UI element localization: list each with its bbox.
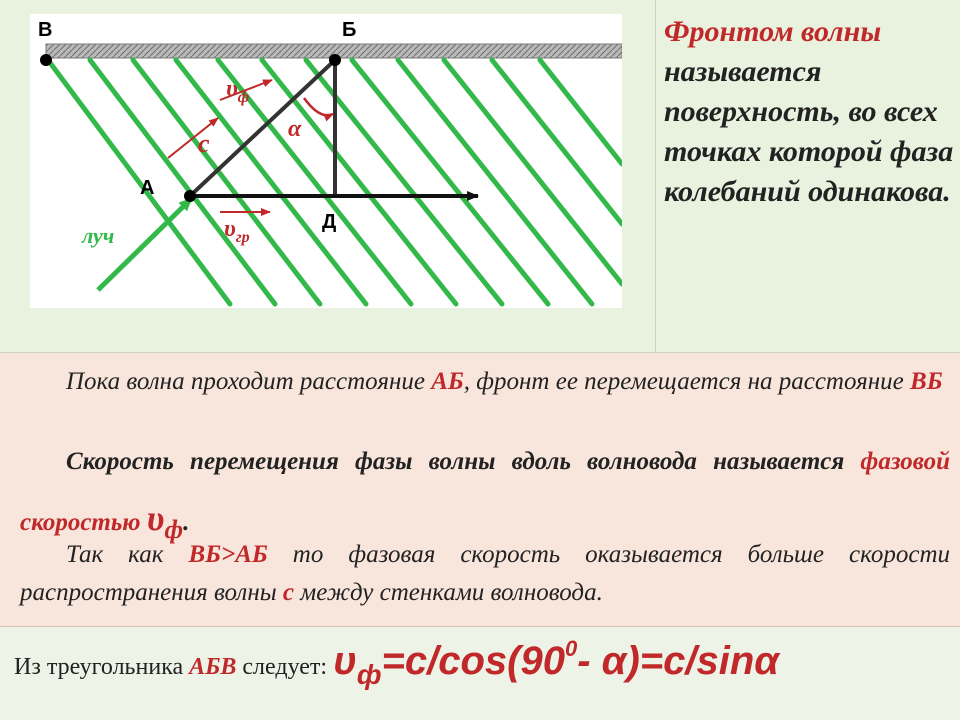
label-alpha: α bbox=[288, 116, 302, 142]
label-c: c bbox=[198, 129, 210, 158]
point-v bbox=[40, 54, 52, 66]
p3-text-b: то фазовая скорость оказывается больше скорости распространения волны bbox=[20, 541, 950, 606]
angle-arc bbox=[304, 98, 333, 115]
formula-suffix: следует: bbox=[236, 654, 334, 680]
p3-comparison: ВБ>АБ bbox=[188, 541, 268, 568]
paragraph-distance bbox=[20, 366, 950, 398]
point-b bbox=[329, 54, 341, 66]
p3-text-a: Так как bbox=[66, 541, 189, 568]
definition-lead: Фронтом волны bbox=[664, 15, 882, 48]
label-vphase: $\upsilon_ф$ bbox=[226, 76, 250, 106]
formula-line bbox=[14, 636, 779, 691]
p1-text-a: Пока волна проходит расстояние bbox=[66, 368, 432, 395]
c-arrow bbox=[168, 118, 218, 158]
wave-front-definition bbox=[664, 12, 954, 212]
waveguide-svg bbox=[30, 14, 622, 308]
wave-front-line bbox=[540, 60, 622, 164]
label-a: А bbox=[140, 177, 155, 199]
label-d: Д bbox=[322, 211, 337, 233]
formula-eq-part2: - α)=c/sinα bbox=[577, 639, 780, 683]
formula-superscript: 0 bbox=[564, 636, 578, 661]
definition-rest: называется поверхность, во всех точках которой фаза колебаний одинакова. bbox=[664, 55, 954, 208]
label-v: В bbox=[38, 19, 53, 41]
p2-symbol-main: υ bbox=[146, 498, 165, 538]
formula-symbol-main: υ bbox=[333, 639, 357, 683]
label-ray: луч bbox=[82, 223, 115, 248]
formula-eq-part1: =c/cos(90 bbox=[381, 639, 565, 683]
p2-end: . bbox=[183, 509, 190, 536]
p2-symbol-sub: ф bbox=[164, 515, 184, 544]
wave-front-line bbox=[444, 60, 622, 284]
p1-text-b: , фронт ее перемещается на расстояние bbox=[463, 368, 911, 395]
formula-symbol-sub: ф bbox=[356, 659, 382, 690]
label-vgroup: $\upsilon_{гр}$ bbox=[224, 216, 250, 246]
p2-text: Скорость перемещения фазы волны вдоль волновода называется bbox=[66, 448, 861, 475]
p1-ab: АБ bbox=[431, 368, 464, 395]
waveguide-diagram bbox=[30, 14, 622, 308]
p1-vb: ВБ bbox=[910, 368, 943, 395]
label-b: Б bbox=[342, 19, 357, 41]
formula-prefix: Из треугольника bbox=[14, 654, 190, 680]
p2-phase-term: фазовой скоростью bbox=[20, 448, 950, 536]
paragraph-comparison bbox=[20, 536, 950, 612]
point-a bbox=[184, 190, 196, 202]
formula-triangle: АБВ bbox=[189, 654, 237, 680]
p3-text-d: между стенками волновода. bbox=[294, 579, 603, 606]
p3-c: с bbox=[282, 579, 295, 606]
